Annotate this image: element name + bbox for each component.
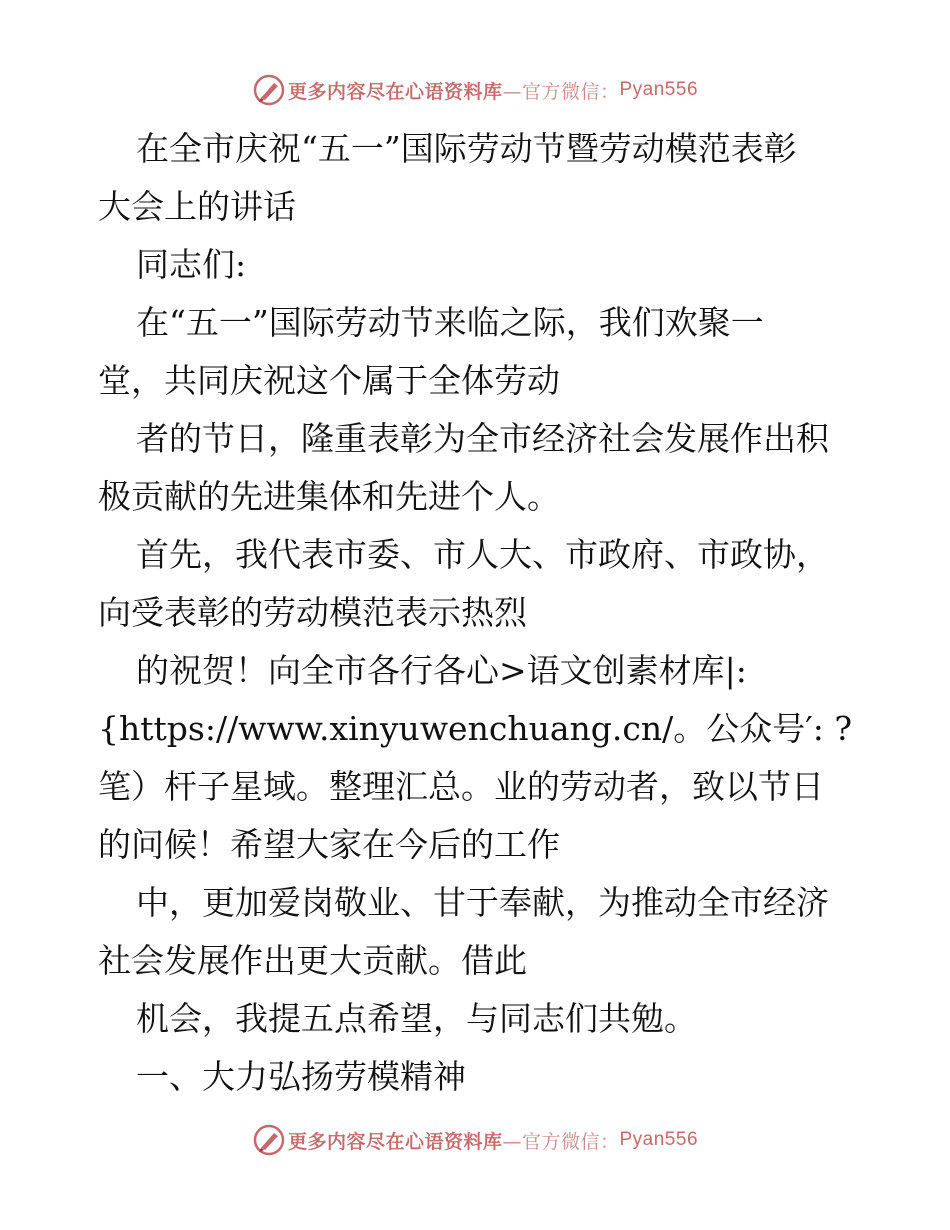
body-line: 者的节日，隆重表彰为全市经济社会发展作出积	[136, 419, 829, 458]
document-body	[98, 120, 858, 1106]
body-line: 的问候！希望大家在今后的工作	[98, 825, 560, 864]
watermark-sub-text: —官方微信：	[502, 80, 620, 103]
body-line: 一、大力弘扬劳模精神	[136, 1057, 466, 1096]
body-line: 同志们:	[136, 245, 247, 284]
body-line: 堂，共同庆祝这个属于全体劳动	[98, 361, 560, 400]
body-line: 机会，我提五点希望，与同志们共勉。	[136, 999, 697, 1038]
body-line: 向受表彰的劳动模范表示热烈	[98, 593, 527, 632]
body-line: 笔）杆子星域。整理汇总。业的劳动者，致以节日	[98, 767, 824, 806]
body-line: {https://www.xinyuwenchuang.cn/。公众号′: ?	[98, 709, 853, 748]
watermark-id-text: Pyan556	[619, 1129, 699, 1150]
watermark-id-text: Pyan556	[619, 79, 699, 100]
body-line: 的祝贺！向全市各行各心>语文创素材库|:	[136, 651, 747, 690]
body-line: 首先，我代表市委、市人大、市政府、市政协，	[136, 535, 829, 574]
watermark-header	[0, 70, 950, 110]
body-line: 中，更加爱岗敬业、甘于奉献，为推动全市经济	[136, 883, 829, 922]
body-line: 在“五一”国际劳动节来临之际，我们欢聚一	[136, 303, 764, 342]
pen-logo-icon	[252, 1123, 286, 1157]
body-line: 极贡献的先进集体和先进个人。	[98, 477, 560, 516]
body-line: 在全市庆祝“五一”国际劳动节暨劳动模范表彰	[136, 129, 797, 168]
body-line: 大会上的讲话	[98, 187, 296, 226]
watermark-footer	[0, 1120, 950, 1160]
body-line: 社会发展作出更大贡献。借此	[98, 941, 527, 980]
watermark-main-text: 更多内容尽在心语资料库	[287, 80, 503, 103]
pen-logo-icon	[252, 73, 286, 107]
watermark-sub-text: —官方微信：	[502, 1130, 620, 1153]
watermark-main-text: 更多内容尽在心语资料库	[287, 1130, 503, 1153]
